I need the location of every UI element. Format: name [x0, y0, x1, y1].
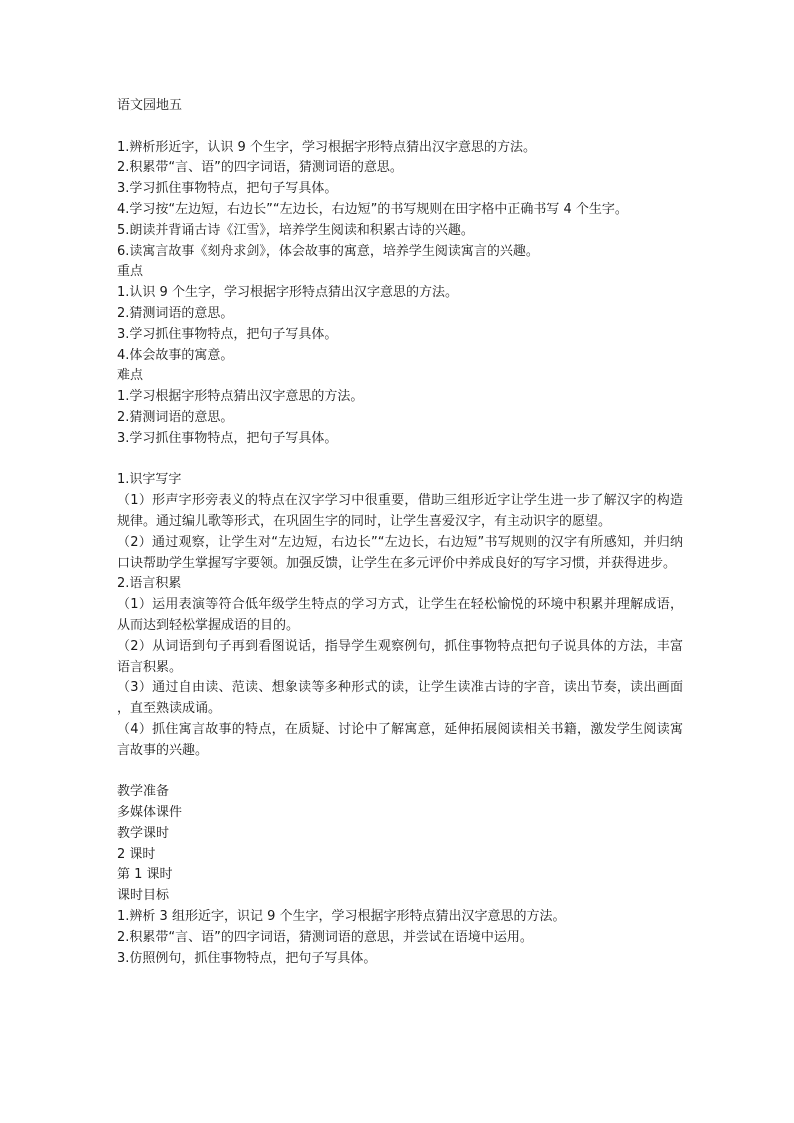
section-paragraph: （2）从词语到句子再到看图说话，指导学生观察例句，抓住事物特点把句子说具体的方法，丰富语言积累。 [117, 638, 683, 675]
spacer [117, 762, 683, 783]
lesson-goal-item: 1.辨析 3 组形近字，识记 9 个生字，学习根据字形特点猜出汉字意思的方法。 [117, 909, 566, 925]
objective-item: 2.积累带“言、语”的四字词语，猜测词语的意思。 [117, 160, 403, 176]
difficulty-item: 2.猜测词语的意思。 [117, 409, 234, 425]
lesson-goals-heading: 课时目标 [117, 888, 170, 904]
hours-value: 2 课时 [117, 846, 156, 862]
key-point-item: 3.学习抓住事物特点，把句子写具体。 [117, 326, 338, 342]
section-paragraph: （1）运用表演等符合低年级学生特点的学习方式，让学生在轻松愉悦的环境中积累并理解成语，从而达到轻松掌握成语的目的。 [117, 597, 683, 633]
objective-item: 1.辨析形近字，认识 9 个生字，学习根据字形特点猜出汉字意思的方法。 [117, 139, 536, 155]
section-paragraph: （1）形声字形旁表义的特点在汉字学习中很重要，借助三组形近字让学生进一步了解汉字的构造规律。通过编儿歌等形式，在巩固生字的同时，让学生喜爱汉字，有主动识字的愿望。 [117, 493, 683, 529]
document-page [117, 96, 683, 969]
preparation-value: 多媒体课件 [117, 805, 183, 821]
difficulties-heading: 难点 [117, 368, 144, 384]
objective-item: 6.读寓言故事《刻舟求剑》，体会故事的寓意，培养学生阅读寓言的兴趣。 [117, 243, 539, 259]
key-point-item: 2.猜测词语的意思。 [117, 305, 234, 321]
difficulty-item: 3.学习抓住事物特点，把句子写具体。 [117, 430, 338, 446]
lesson-goal-item: 3.仿照例句，抓住事物特点，把句子写具体。 [117, 950, 377, 966]
hours-heading: 教学课时 [117, 825, 170, 841]
lesson-goal-item: 2.积累带“言、语”的四字词语，猜测词语的意思，并尝试在语境中运用。 [117, 929, 533, 945]
difficulty-item: 1.学习根据字形特点猜出汉字意思的方法。 [117, 389, 364, 405]
objective-item: 4.学习按“左边短，右边长”“左边长，右边短”的书写规则在田字格中正确书写 4 个生字。 [117, 201, 628, 217]
spacer [117, 450, 683, 471]
section-paragraph: （4）抓住寓言故事的特点，在质疑、讨论中了解寓意，延伸拓展阅读相关书籍，激发学生阅读寓言故事的兴趣。 [117, 721, 683, 758]
lesson-heading: 第 1 课时 [117, 867, 173, 883]
section-paragraph: （3）通过自由读、范读、想象读等多种形式的读，让学生读准古诗的字音，读出节奏，读出画面，直至熟读成诵。 [117, 680, 683, 717]
section-heading-language: 2.语言积累 [117, 576, 182, 592]
objective-item: 5.朗读并背诵古诗《江雪》，培养学生阅读和积累古诗的兴趣。 [117, 222, 474, 238]
key-points-heading: 重点 [117, 264, 144, 280]
spacer [117, 117, 683, 138]
section-paragraph: （2）通过观察，让学生对“左边短，右边长”“左边长，右边短”书写规则的汉字有所感知，并归纳口诀帮助学生掌握写字要领。加强反馈，让学生在多元评价中养成良好的写字习惯，并获得进步。 [117, 534, 683, 571]
document-title: 语文园地五 [117, 98, 183, 113]
key-point-item: 4.体会故事的寓意。 [117, 347, 234, 363]
section-heading-literacy: 1.识字写字 [117, 472, 182, 488]
objective-item: 3.学习抓住事物特点，把句子写具体。 [117, 181, 338, 197]
key-point-item: 1.认识 9 个生字，学习根据字形特点猜出汉字意思的方法。 [117, 285, 458, 301]
preparation-heading: 教学准备 [117, 784, 170, 800]
